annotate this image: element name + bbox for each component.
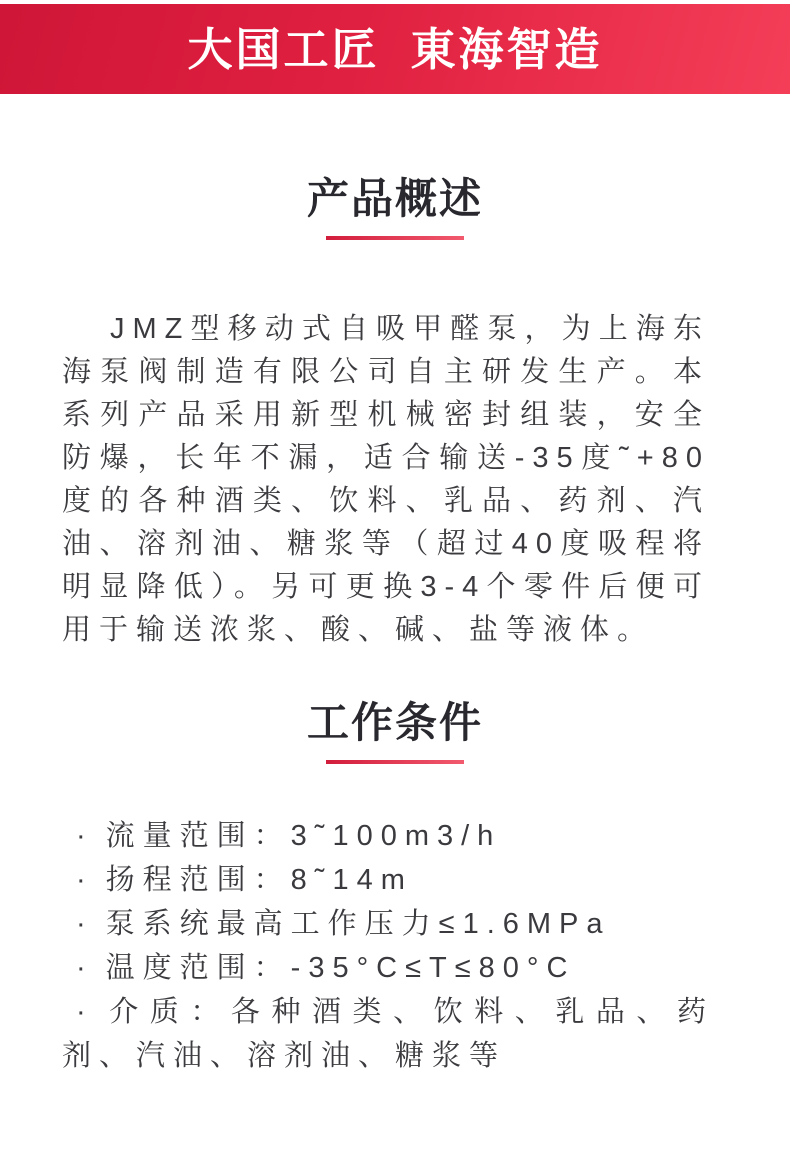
spec-item-flow-range <box>62 814 714 858</box>
overview-paragraph: JMZ型移动式自吸甲醛泵，为上海东海泵阀制造有限公司自主研发生产。本系列产品采用新型机械密封组装，安全防爆，长年不漏，适合输送-35度˜+80度的各种酒类、饮料、乳品、药剂、汽油、溶剂油、糖浆等（超过40度吸程将明显降低）。另可更换3-4个零件后便可用于输送浓浆、酸、碱、盐等液体。 <box>62 313 710 646</box>
spec-item-media <box>62 990 714 1078</box>
section-overview <box>0 175 790 652</box>
bullet-dot-icon: · <box>76 864 94 896</box>
spec-item-text: 介质：各种酒类、饮料、乳品、药剂、汽油、溶剂油、糖浆等 <box>62 996 714 1072</box>
spec-item-text: 泵系统最高工作压力≤1.6MPa <box>105 908 611 940</box>
bullet-dot-icon: · <box>76 908 94 940</box>
spec-list <box>62 814 714 1078</box>
spec-item-text: 流量范围：3˜100m3/h <box>105 820 502 852</box>
conditions-title-underline <box>326 760 464 764</box>
spec-item-text: 扬程范围：8˜14m <box>105 864 413 896</box>
conditions-title: 工作条件 <box>306 699 483 746</box>
spec-item-max-pressure <box>62 902 714 946</box>
spec-item-temp-range <box>62 946 714 990</box>
bullet-dot-icon: · <box>76 952 94 984</box>
overview-title: 产品概述 <box>306 175 483 222</box>
section-conditions <box>0 699 790 1078</box>
banner <box>0 4 790 94</box>
bullet-dot-icon: · <box>76 820 94 852</box>
spec-item-head-range <box>62 858 714 902</box>
overview-title-underline <box>326 236 464 240</box>
bullet-dot-icon: · <box>76 996 94 1028</box>
banner-title: 大国工匠 東海智造 <box>187 23 603 75</box>
spec-item-text: 温度范围：-35°C≤T≤80°C <box>105 952 576 984</box>
